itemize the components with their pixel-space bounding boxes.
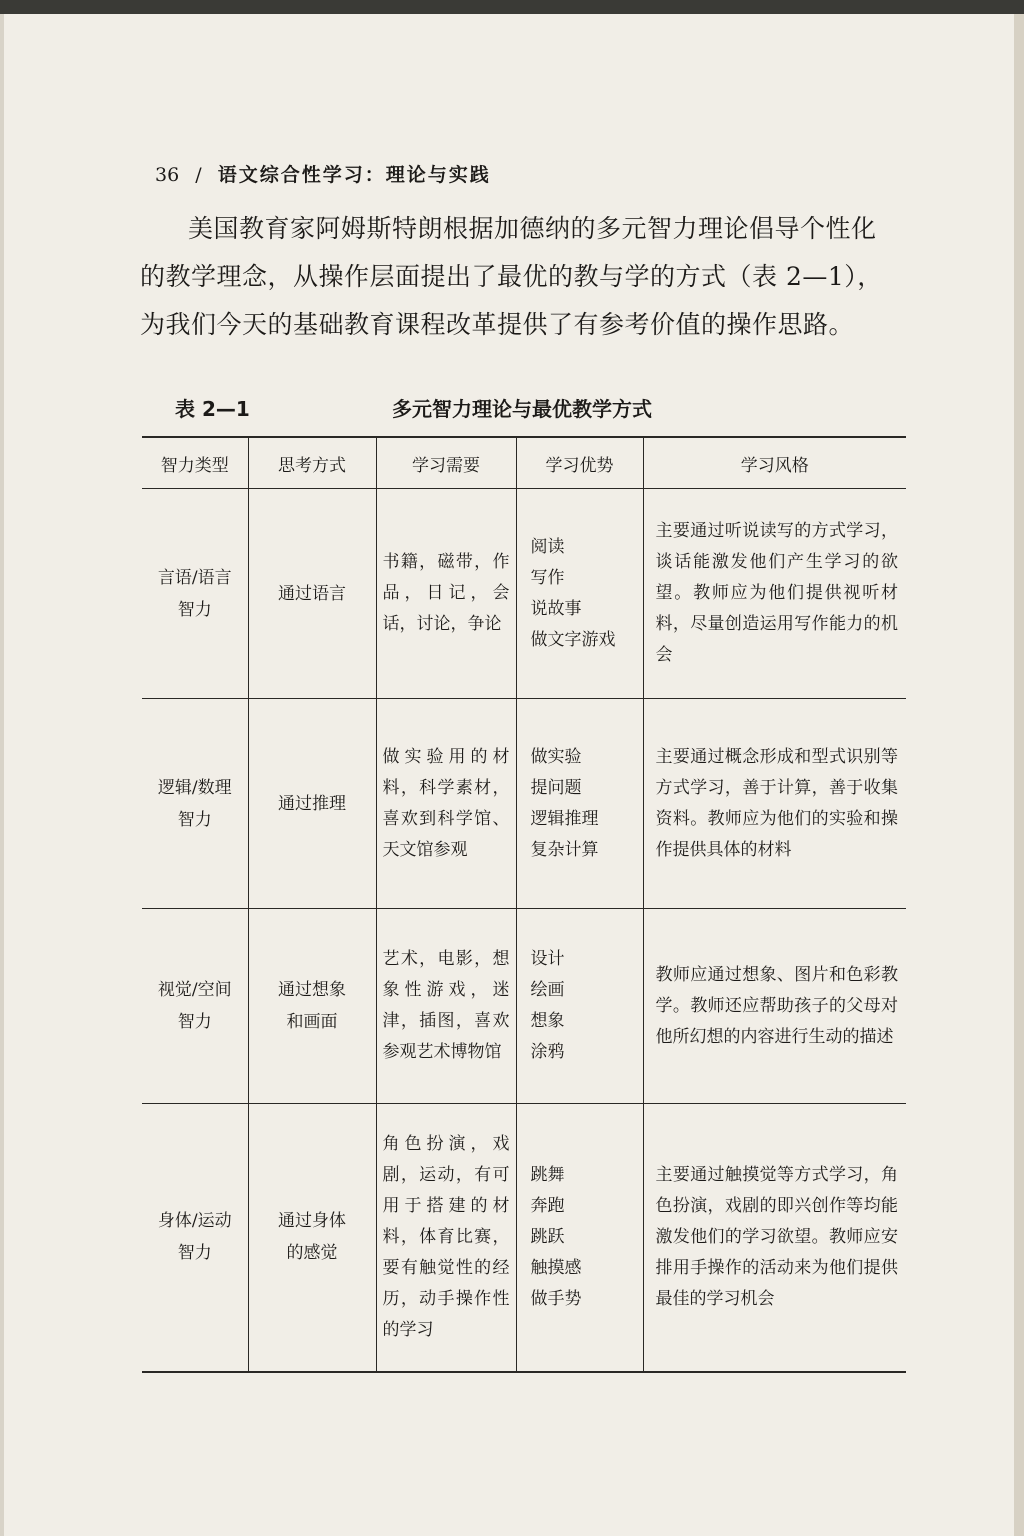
cell-line: 设计 xyxy=(530,949,565,969)
cell-line: 智力 xyxy=(177,809,212,830)
learning-style-cell: 主要通过触摸觉等方式学习，角色扮演，戏剧的即兴创作等均能激发他们的学习欲望。教师应安排用手操作的活动来为他们提供最佳的学习机会 xyxy=(643,1104,906,1372)
cell-line: 通过推理 xyxy=(278,793,346,814)
learning-style-cell: 教师应通过想象、图片和色彩教学。教师还应帮助孩子的父母对他所幻想的内容进行生动的描述 xyxy=(643,909,906,1104)
cell-line: 涂鸦 xyxy=(530,1042,565,1062)
cell-line: 逻辑/数理 xyxy=(157,777,232,798)
intelligence-table xyxy=(142,436,906,1373)
cell-line: 逻辑推理 xyxy=(530,808,599,829)
cell-line: 阅读 xyxy=(530,536,565,557)
cell-line: 写作 xyxy=(530,567,565,588)
column-header: 学习需要 xyxy=(376,437,516,489)
table-row xyxy=(142,909,906,1104)
cell-line: 身体/运动 xyxy=(157,1211,232,1232)
scanner-top-bar xyxy=(0,0,1024,14)
page-number: 36 xyxy=(155,164,180,186)
cell-line: 跳舞 xyxy=(530,1164,565,1185)
paragraph-line: 美国教育家阿姆斯特朗根据加德纳的多元智力理论倡导个性化 xyxy=(188,214,877,243)
cell-line: 言语/语言 xyxy=(157,567,232,588)
thinking-way-cell xyxy=(248,909,376,1104)
learning-need-cell: 艺术，电影，想象性游戏，迷津，插图，喜欢参观艺术博物馆 xyxy=(376,909,516,1104)
learning-style-cell: 主要通过听说读写的方式学习，谈话能激发他们产生学习的欲望。教师应为他们提供视听材料，尽量创造运用写作能力的机会 xyxy=(643,489,906,699)
column-header: 思考方式 xyxy=(248,437,376,489)
running-header xyxy=(155,160,491,187)
cell-line: 说故事 xyxy=(530,598,582,619)
column-header: 学习优势 xyxy=(516,437,643,489)
learning-advantage-cell xyxy=(516,699,643,909)
table-caption xyxy=(175,393,875,422)
learning-advantage-cell xyxy=(516,489,643,699)
learning-style-cell: 主要通过概念形成和型式识别等方式学习，善于计算，善于收集资料。教师应为他们的实验和操作提供具体的材料 xyxy=(643,699,906,909)
cell-line: 奔跑 xyxy=(530,1195,565,1216)
table-number: 表 2—1 xyxy=(175,397,250,421)
cell-line: 通过语言 xyxy=(278,583,346,604)
intelligence-type-cell xyxy=(142,909,248,1104)
cell-line: 通过想象 xyxy=(278,980,346,1000)
cell-line: 通过身体 xyxy=(278,1211,346,1232)
learning-advantage-cell xyxy=(516,1104,643,1372)
cell-line: 做实验 xyxy=(530,746,582,767)
thinking-way-cell xyxy=(248,699,376,909)
book-title: 语文综合性学习：理论与实践 xyxy=(217,164,491,186)
table-row xyxy=(142,1104,906,1372)
cell-line: 和画面 xyxy=(286,1012,338,1032)
cell-line: 做手势 xyxy=(530,1288,582,1309)
table-header-row xyxy=(142,437,906,489)
intelligence-type-cell xyxy=(142,1104,248,1372)
cell-line: 提问题 xyxy=(530,777,582,798)
cell-line: 跳跃 xyxy=(530,1226,565,1247)
cell-line: 复杂计算 xyxy=(530,839,599,860)
learning-need-cell: 书籍，磁带，作品，日记，会话，讨论，争论 xyxy=(376,489,516,699)
page-edge xyxy=(1014,14,1024,1536)
table-row xyxy=(142,489,906,699)
learning-advantage-cell xyxy=(516,909,643,1104)
cell-line: 视觉/空间 xyxy=(157,980,232,1000)
thinking-way-cell xyxy=(248,489,376,699)
intelligence-type-cell xyxy=(142,699,248,909)
header-separator: / xyxy=(195,164,202,186)
cell-line: 智力 xyxy=(177,1012,212,1032)
learning-need-cell: 角色扮演，戏剧，运动，有可用于搭建的材料，体育比赛，要有触觉性的经历，动手操作性的学习 xyxy=(376,1104,516,1372)
cell-line: 智力 xyxy=(177,1243,212,1264)
cell-line: 做文字游戏 xyxy=(530,629,616,650)
cell-line: 想象 xyxy=(530,1011,565,1031)
paragraph-line: 为我们今天的基础教育课程改革提供了有参考价值的操作思路。 xyxy=(140,310,855,339)
intro-paragraph xyxy=(140,205,915,349)
cell-line: 绘画 xyxy=(530,980,565,1000)
learning-need-cell: 做实验用的材料，科学素材，喜欢到科学馆、天文馆参观 xyxy=(376,699,516,909)
intelligence-type-cell xyxy=(142,489,248,699)
table-title: 多元智力理论与最优教学方式 xyxy=(391,397,652,421)
cell-line: 触摸感 xyxy=(530,1257,582,1278)
thinking-way-cell xyxy=(248,1104,376,1372)
cell-line: 的感觉 xyxy=(286,1243,338,1264)
column-header: 学习风格 xyxy=(643,437,906,489)
column-header: 智力类型 xyxy=(142,437,248,489)
paragraph-line: 的教学理念，从操作层面提出了最优的教与学的方式（表 2—1）， xyxy=(140,262,883,291)
cell-line: 智力 xyxy=(177,599,212,620)
table-row xyxy=(142,699,906,909)
